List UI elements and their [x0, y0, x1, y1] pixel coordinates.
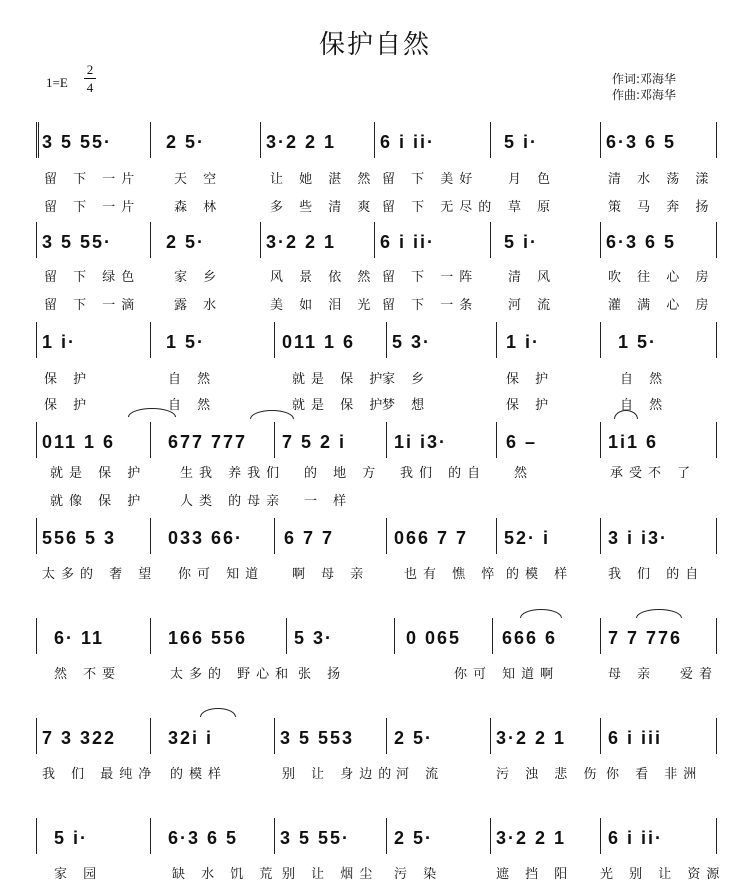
bar-line — [716, 222, 717, 258]
lyric-syllable: 风 景 依 然 — [270, 270, 377, 285]
lyric-syllable: 家 乡 — [382, 372, 431, 387]
lyric-syllable: 美 如 泪 光 — [270, 298, 377, 313]
lyric-syllable: 多 些 清 爽 — [270, 200, 377, 215]
lyric-syllable: 自 然 — [168, 398, 217, 413]
lyric-syllable: 露 水 — [174, 298, 223, 313]
measure: 5 i· — [504, 132, 539, 152]
lyric-syllable: 留 下 一滴 — [44, 298, 141, 313]
lyric-syllable: 缺 水 饥 荒 — [172, 867, 279, 882]
bar-line — [150, 222, 151, 258]
lyric-syllable: 河 流 — [508, 298, 557, 313]
bar-line — [490, 818, 491, 854]
bar-line — [716, 718, 717, 754]
lyric-line — [0, 266, 750, 288]
measure: 3 5 553 — [280, 728, 355, 748]
measure: 52· i — [504, 528, 551, 548]
measure: 1i1 6 — [608, 432, 659, 452]
lyric-syllable: 自 然 — [620, 398, 669, 413]
lyric-syllable: 留 下 无尽的 — [382, 200, 498, 215]
measure: 6 i ii· — [380, 132, 436, 152]
bar-line — [490, 122, 491, 158]
bar-line — [600, 618, 601, 654]
measure: 7 7 776 — [608, 628, 683, 648]
bar-line — [496, 322, 497, 358]
bar-line — [36, 322, 37, 358]
lyric-syllable: 我 们 最纯净 — [42, 767, 158, 782]
lyric-syllable: 留 下 美好 — [382, 172, 479, 187]
bar-line — [490, 718, 491, 754]
bar-line — [150, 518, 151, 554]
lyric-syllable: 爱着 — [680, 667, 719, 682]
measure: 6 7 7 — [284, 528, 335, 548]
bar-line — [716, 422, 717, 458]
bar-line — [600, 818, 601, 854]
bar-line — [386, 718, 387, 754]
lyric-line — [0, 663, 750, 685]
bar-line — [386, 518, 387, 554]
bar-line — [150, 122, 151, 158]
measure: 3 5 55· — [42, 132, 113, 152]
bar-line — [36, 718, 37, 754]
lyric-syllable: 然 不要 — [54, 667, 122, 682]
lyric-syllable: 保 护 — [44, 372, 93, 387]
lyric-syllable: 张 扬 — [298, 667, 347, 682]
measure: 2 5· — [166, 132, 206, 152]
measure: 166 556 — [168, 628, 248, 648]
measure: 1 i· — [42, 332, 77, 352]
lyric-syllable: 月 色 — [508, 172, 557, 187]
lyricist-credit: 作词:邓海华 — [612, 72, 677, 86]
bar-line — [496, 518, 497, 554]
lyric-syllable: 自 然 — [620, 372, 669, 387]
song-title: 保护自然 — [318, 30, 431, 60]
measure: 6 – — [506, 432, 538, 452]
lyric-syllable: 天 空 — [174, 172, 223, 187]
measure: 3·2 2 1 — [266, 232, 337, 252]
lyric-line — [0, 462, 750, 484]
bar-line — [274, 518, 275, 554]
lyric-syllable: 清 水 荡 漾 — [608, 172, 715, 187]
lyric-syllable: 留 下 一条 — [382, 298, 479, 313]
lyric-syllable: 别 让 烟尘 — [282, 867, 379, 882]
lyric-syllable: 让 她 湛 然 — [270, 172, 377, 187]
time-signature — [84, 62, 96, 95]
lyric-line — [0, 763, 750, 785]
bar-line — [36, 618, 37, 654]
tie-mark — [520, 609, 562, 618]
lyric-syllable: 就是 保 护 — [292, 372, 389, 387]
lyric-line — [0, 168, 750, 190]
lyric-syllable: 家 乡 — [174, 270, 223, 285]
measure: 7 3 322 — [42, 728, 117, 748]
bar-line — [36, 818, 37, 854]
bar-line — [716, 122, 717, 158]
measure: 2 5· — [166, 232, 206, 252]
bar-line — [600, 422, 601, 458]
staff-row — [0, 818, 750, 858]
lyric-syllable: 就是 保 护 — [292, 398, 389, 413]
bar-line — [492, 618, 493, 654]
measure: 6·3 6 5 — [606, 232, 677, 252]
measure: 2 5· — [394, 828, 434, 848]
bar-line — [600, 718, 601, 754]
lyric-syllable: 一 样 — [304, 494, 353, 509]
lyric-syllable: 留 下 绿色 — [44, 270, 141, 285]
lyric-syllable: 太多的 奢 望 — [42, 567, 158, 582]
lyric-syllable: 留 下 一片 — [44, 172, 141, 187]
lyric-syllable: 灌 满 心 房 — [608, 298, 715, 313]
measure: 3 i i3· — [608, 528, 669, 548]
lyric-syllable: 保 护 — [506, 372, 555, 387]
bar-line — [600, 122, 601, 158]
measure: 556 5 3 — [42, 528, 117, 548]
bar-line — [36, 222, 37, 258]
measure: 7 5 2 i — [282, 432, 347, 452]
lyric-syllable: 保 护 — [506, 398, 555, 413]
staff-row — [0, 222, 750, 262]
time-sig-bottom: 4 — [86, 80, 94, 95]
measure: 3 5 55· — [42, 232, 113, 252]
measure: 3·2 2 1 — [266, 132, 337, 152]
lyric-syllable: 就像 保 护 — [50, 494, 147, 509]
bar-line — [36, 422, 37, 458]
lyric-syllable: 森 林 — [174, 200, 223, 215]
bar-line — [374, 122, 375, 158]
lyric-syllable: 也有 憔 悴 — [404, 567, 501, 582]
measure: 033 66· — [168, 528, 244, 548]
lyric-syllable: 的模样 — [170, 767, 228, 782]
bar-line — [150, 818, 151, 854]
measure: 3·2 2 1 — [496, 728, 567, 748]
key-signature: 1=E — [46, 75, 68, 90]
bar-line — [274, 322, 275, 358]
lyric-syllable: 太多的 野心和 — [170, 667, 295, 682]
measure: 666 6 — [502, 628, 558, 648]
lyric-syllable: 清 风 — [508, 270, 557, 285]
measure: 5 3· — [294, 628, 334, 648]
bar-line — [600, 322, 601, 358]
bar-line — [386, 818, 387, 854]
staff-row — [0, 322, 750, 362]
lyric-syllable: 的 地 方 — [304, 466, 382, 481]
measure: 6· 11 — [54, 628, 105, 648]
measure: 1 5· — [618, 332, 658, 352]
lyric-syllable: 的模 样 — [506, 567, 574, 582]
lyric-syllable: 河 流 — [396, 767, 445, 782]
bar-line — [386, 322, 387, 358]
lyric-syllable: 遮 挡 阳 — [496, 867, 574, 882]
bar-line — [274, 718, 275, 754]
bar-line — [150, 422, 151, 458]
measure: 011 1 6 — [282, 332, 356, 352]
staff-row — [0, 518, 750, 558]
lyric-syllable: 自 然 — [168, 372, 217, 387]
bar-line — [716, 518, 717, 554]
measure: 6·3 6 5 — [168, 828, 239, 848]
bar-line — [150, 618, 151, 654]
lyric-syllable: 母 亲 — [608, 667, 657, 682]
measure: 6·3 6 5 — [606, 132, 677, 152]
lyric-syllable: 别 让 身边的 — [282, 767, 398, 782]
bar-line — [150, 718, 151, 754]
measure: 2 5· — [394, 728, 434, 748]
measure: 32i i — [168, 728, 214, 748]
bar-line — [600, 222, 601, 258]
bar-line — [274, 422, 275, 458]
lyric-syllable: 梦 想 — [382, 398, 431, 413]
lyric-syllable: 我们 的自 — [400, 466, 487, 481]
tie-mark — [636, 609, 682, 618]
lyric-syllable: 策 马 奔 扬 — [608, 200, 715, 215]
lyric-syllable: 光 别 让 资源 — [600, 867, 726, 882]
bar-line — [36, 518, 37, 554]
lyric-line — [0, 863, 750, 885]
measure: 3 5 55· — [280, 828, 351, 848]
bar-line — [274, 818, 275, 854]
lyric-syllable: 你 看 非洲 — [606, 767, 703, 782]
staff-row — [0, 122, 750, 162]
measure: 5 i· — [54, 828, 89, 848]
measure: 1 5· — [166, 332, 206, 352]
staff-row — [0, 718, 750, 758]
lyric-syllable: 你可 知道啊 — [454, 667, 560, 682]
lyric-syllable: 啊 母 亲 — [292, 567, 370, 582]
lyric-syllable: 留 下 一片 — [44, 200, 141, 215]
lyric-line — [0, 294, 750, 316]
lyric-syllable: 你可 知道 — [178, 567, 265, 582]
measure: 0 065 — [406, 628, 462, 648]
bar-line — [716, 322, 717, 358]
bar-line — [260, 222, 261, 258]
lyric-syllable: 人类 的母亲 — [180, 494, 286, 509]
measure: 5 i· — [504, 232, 539, 252]
lyric-line — [0, 563, 750, 585]
measure: 677 777 — [168, 432, 248, 452]
lyric-syllable: 污 染 — [394, 867, 443, 882]
measure: 5 3· — [392, 332, 432, 352]
lyric-syllable: 家 园 — [54, 867, 103, 882]
lyric-syllable: 草 原 — [508, 200, 557, 215]
measure: 6 i ii· — [608, 828, 664, 848]
tie-mark — [200, 708, 236, 717]
lyric-line — [0, 490, 750, 512]
bar-line — [716, 818, 717, 854]
lyric-syllable: 我 们 的自 — [608, 567, 705, 582]
lyric-syllable: 承受不 了 — [610, 466, 697, 481]
measure: 6 i iii — [608, 728, 663, 748]
bar-line — [150, 322, 151, 358]
lyric-syllable: 就是 保 护 — [50, 466, 147, 481]
lyric-syllable: 然 — [514, 466, 534, 481]
measure: 011 1 6 — [42, 432, 116, 452]
bar-line — [716, 618, 717, 654]
bar-line — [386, 422, 387, 458]
lyric-syllable: 污 浊 悲 伤 — [496, 767, 603, 782]
lyric-syllable: 吹 往 心 房 — [608, 270, 715, 285]
lyric-syllable: 保 护 — [44, 398, 93, 413]
measure: 6 i ii· — [380, 232, 436, 252]
time-sig-top: 2 — [86, 62, 94, 77]
composer-credit: 作曲:邓海华 — [612, 88, 677, 102]
measure: 066 7 7 — [394, 528, 469, 548]
measure: 1i i3· — [394, 432, 448, 452]
bar-line — [490, 222, 491, 258]
bar-line — [374, 222, 375, 258]
measure: 3·2 2 1 — [496, 828, 567, 848]
lyric-line — [0, 196, 750, 218]
lyric-syllable: 生我 养我们 — [180, 466, 286, 481]
bar-line — [286, 618, 287, 654]
staff-row — [0, 618, 750, 658]
bar-line — [260, 122, 261, 158]
lyric-syllable: 留 下 一阵 — [382, 270, 479, 285]
bar-line — [394, 618, 395, 654]
bar-line — [496, 422, 497, 458]
lyric-line — [0, 368, 750, 390]
bar-line — [600, 518, 601, 554]
measure: 1 i· — [506, 332, 541, 352]
lyric-line — [0, 394, 750, 416]
bar-line — [36, 122, 39, 158]
staff-row — [0, 422, 750, 462]
